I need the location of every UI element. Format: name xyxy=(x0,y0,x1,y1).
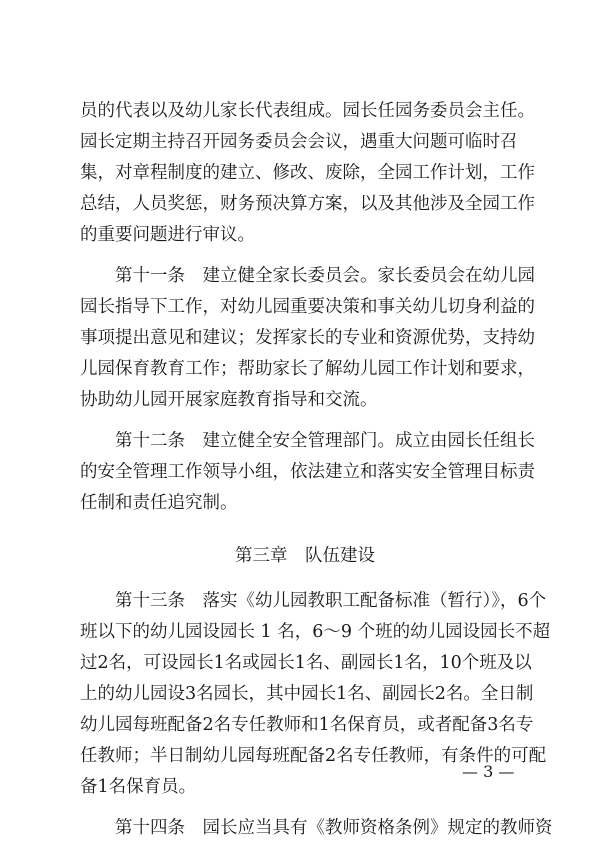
text-line: 园长指导下工作，对幼儿园重要决策和事关幼儿切身利益的 xyxy=(80,297,535,317)
text-line: 幼儿园每班配备2名专任教师和1名保育员，或者配备3名专 xyxy=(80,715,534,735)
text-line: 协助幼儿园开展家庭教育指导和交流。 xyxy=(80,390,378,410)
text-line: 儿园保育教育工作；帮助家长了解幼儿园工作计划和要求， xyxy=(80,359,535,379)
document-body xyxy=(80,96,553,844)
text-line: 第十二条 建立健全安全管理部门。成立由园长任组长 xyxy=(115,431,535,451)
text-line: 的安全管理工作领导小组，依法建立和落实安全管理目标责 xyxy=(80,462,535,482)
text-line: 班以下的幼儿园设园长 1 名，6～9 个班的幼儿园设园长不超 xyxy=(80,622,551,642)
text-line: 总结，人员奖惩，财务预决算方案，以及其他涉及全园工作 xyxy=(80,194,535,214)
text-line: 上的幼儿园设3名园长，其中园长1名、副园长2名。全日制 xyxy=(80,684,534,704)
chapter-heading: 第三章 队伍建设 xyxy=(235,546,375,566)
text-line: 事项提出意见和建议；发挥家长的专业和资源优势，支持幼 xyxy=(80,328,535,348)
text-line: 第十三条 落实《幼儿园教职工配备标准（暂行）》，6个 xyxy=(115,591,547,611)
text-line: 备1名保育员。 xyxy=(80,777,197,797)
article-14 xyxy=(80,813,553,844)
text-line: 集，对章程制度的建立、修改、废除，全园工作计划，工作 xyxy=(80,163,535,183)
article-11 xyxy=(80,261,535,416)
text-line: 第十四条 园长应当具有《教师资格条例》规定的教师资 xyxy=(115,818,553,838)
text-line: 任教师；半日制幼儿园每班配备2名专任教师，有条件的可配 xyxy=(80,746,547,766)
text-line: 园长定期主持召开园务委员会会议，遇重大问题可临时召 xyxy=(80,132,518,152)
text-line: 员的代表以及幼儿家长代表组成。园长任园务委员会主任。 xyxy=(80,101,535,121)
text-line: 任制和责任追究制。 xyxy=(80,493,238,513)
page-number: — 3 — xyxy=(462,762,515,781)
text-line: 第十一条 建立健全家长委员会。家长委员会在幼儿园 xyxy=(115,266,535,286)
paragraph-continuation xyxy=(80,96,535,251)
text-line: 过2名，可设园长1名或园长1名、副园长1名，10个班及以 xyxy=(80,653,532,673)
article-12 xyxy=(80,426,535,519)
text-line: 的重要问题进行审议。 xyxy=(80,225,255,245)
